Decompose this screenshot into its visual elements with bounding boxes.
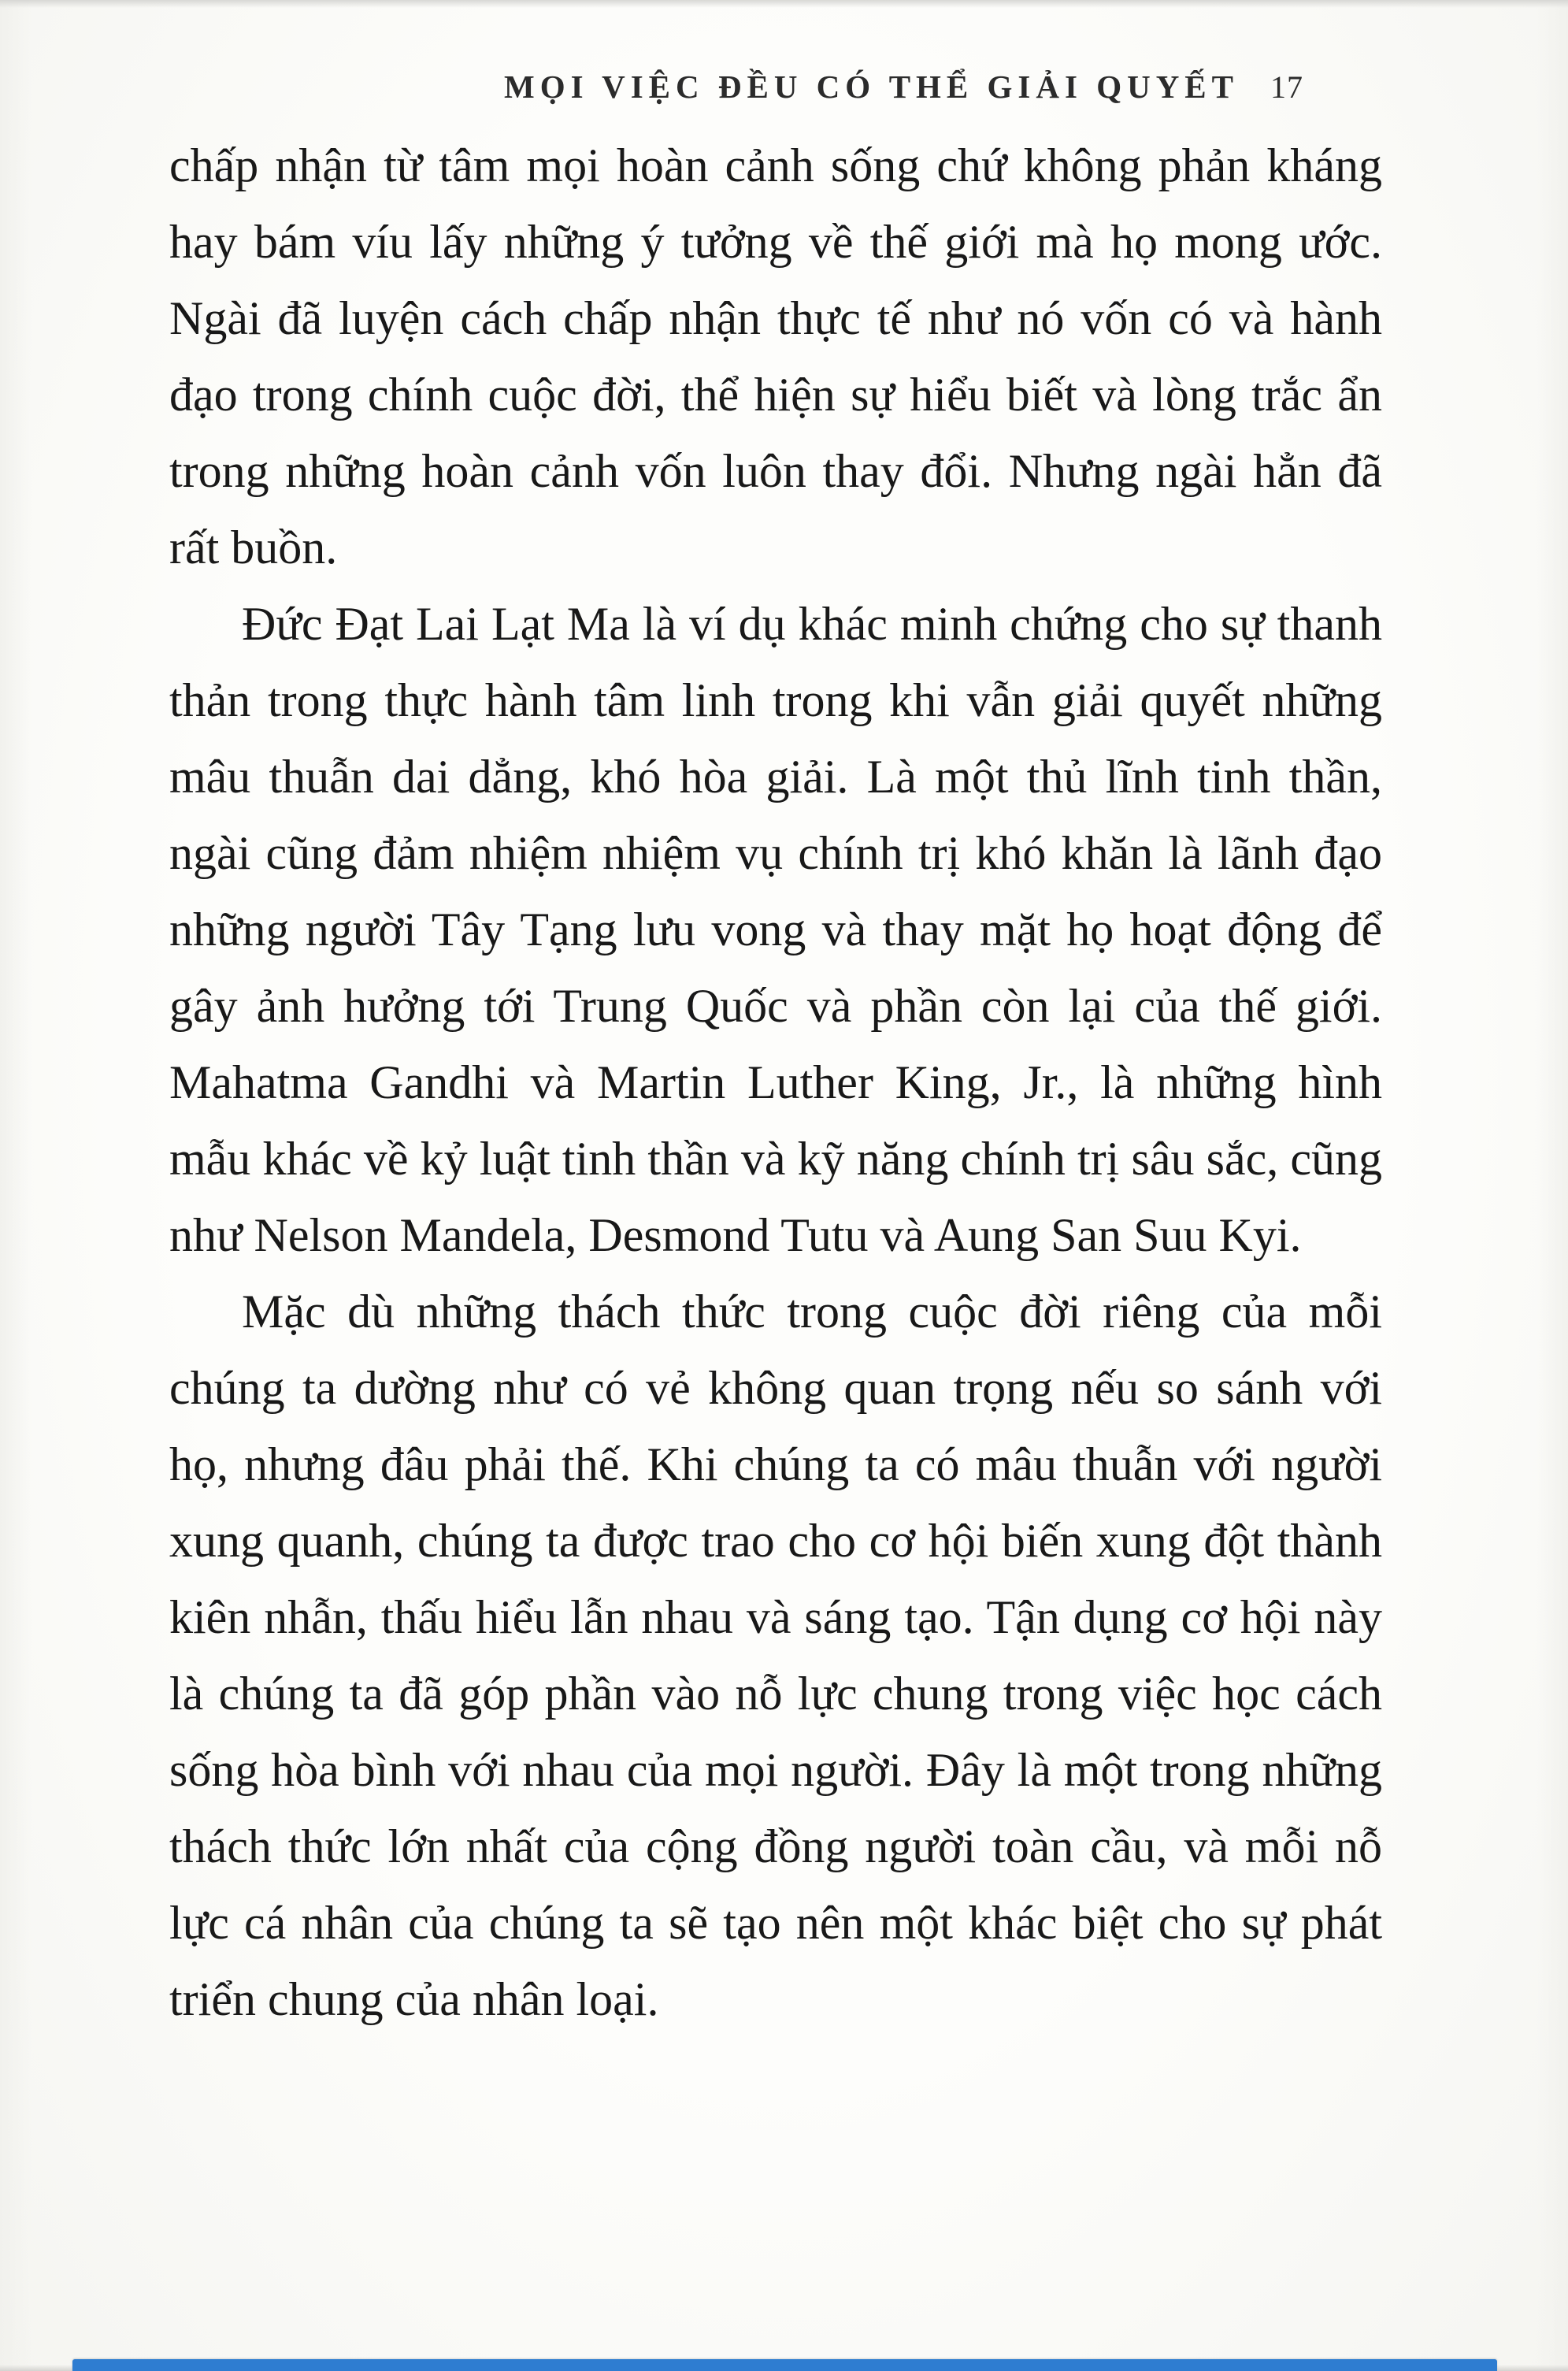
paragraph: Đức Đạt Lai Lạt Ma là ví dụ khác minh chứng cho sự thanh thản trong thực hành tâm linh trong khi vẫn giải quyết những mâu thuẫn dai dẳng, khó hòa giải. Là một thủ lĩnh tinh thần, ngài cũng đảm nhiệm nhiệm vụ chính trị khó khăn là lãnh đạo những người Tây Tạng lưu vong và thay mặt họ hoạt động để gây ảnh hưởng tới Trung Quốc và phần còn lại của thế giới. Mahatma Gandhi và Martin Luther King, Jr., là những hình mẫu khác về kỷ luật tinh thần và kỹ năng chính trị sâu sắc, cũng như Nelson Mandela, Desmond Tutu và Aung San Suu Kyi.: [169, 598, 1382, 1261]
page-number: 17: [1270, 69, 1303, 105]
running-title: MỌI VIỆC ĐỀU CÓ THỂ GIẢI QUYẾT: [504, 69, 1239, 105]
running-head: [169, 68, 1382, 106]
body-text: [169, 128, 1382, 2038]
paragraph: chấp nhận từ tâm mọi hoàn cảnh sống chứ không phản kháng hay bám víu lấy những ý tưởng về thế giới mà họ mong ước. Ngài đã luyện cách chấp nhận thực tế như nó vốn có và hành đạo trong chính cuộc đời, thể hiện sự hiểu biết và lòng trắc ẩn trong những hoàn cảnh vốn luôn thay đổi. Nhưng ngài hẳn đã rất buồn.: [169, 139, 1382, 573]
paragraph: Mặc dù những thách thức trong cuộc đời riêng của mỗi chúng ta dường như có vẻ không quan trọng nếu so sánh với họ, nhưng đâu phải thế. Khi chúng ta có mâu thuẫn với người xung quanh, chúng ta được trao cho cơ hội biến xung đột thành kiên nhẫn, thấu hiểu lẫn nhau và sáng tạo. Tận dụng cơ hội này là chúng ta đã góp phần vào nỗ lực chung trong việc học cách sống hòa bình với nhau của mọi người. Đây là một trong những thách thức lớn nhất của cộng đồng người toàn cầu, và mỗi nỗ lực cá nhân của chúng ta sẽ tạo nên một khác biệt cho sự phát triển chung của nhân loại.: [169, 1286, 1382, 2025]
bottom-edge-bar: [72, 2359, 1497, 2371]
